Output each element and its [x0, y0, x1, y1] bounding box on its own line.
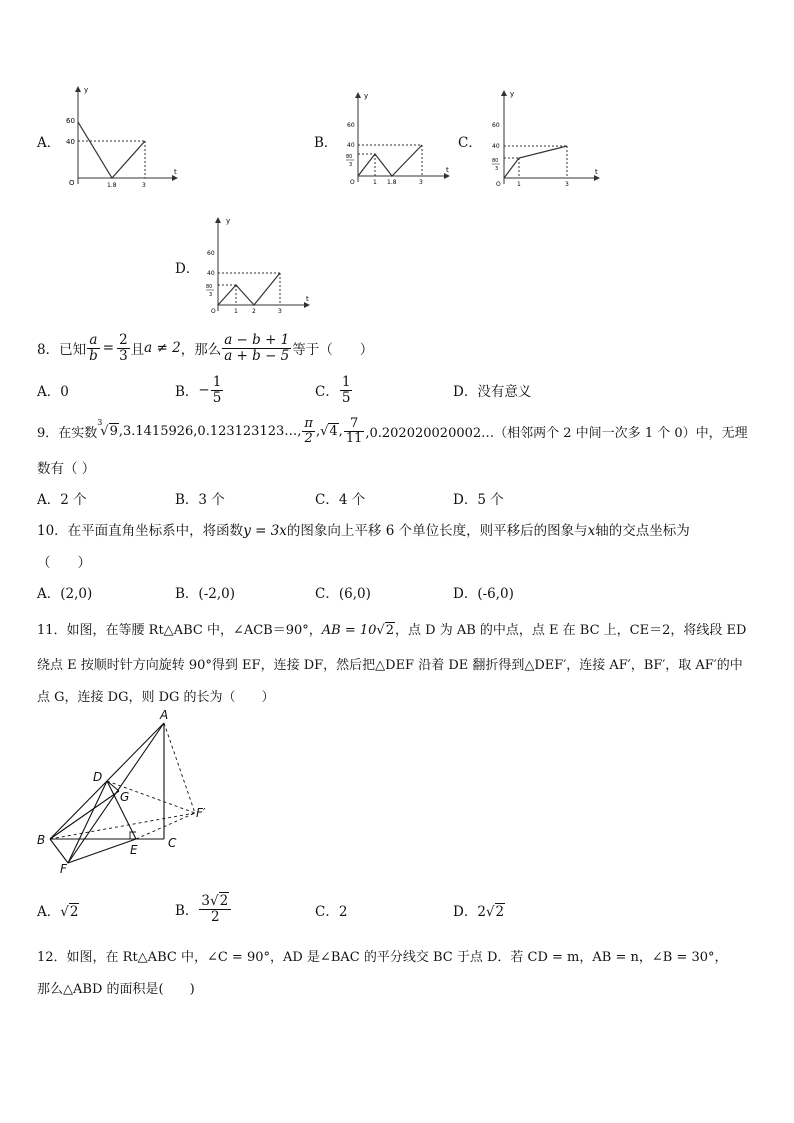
t-label: t — [306, 295, 309, 303]
seg-BG — [50, 791, 119, 839]
frac-2-over-3: $\frac{2}{3}$ — [119, 332, 128, 364]
tick-80-den: 3 — [209, 292, 213, 298]
tick-80: 80 — [346, 154, 353, 160]
y-label: y — [84, 86, 89, 94]
q12-line2: 那么△ABD 的面积是( ) — [37, 982, 195, 997]
q8-option-d: D．没有意义 — [453, 384, 532, 400]
tick-40: 40 — [492, 143, 500, 150]
tick-40: 40 — [66, 138, 75, 146]
seg-BF — [50, 839, 68, 863]
q11-option-b: B． $\frac{3√2}{2}$ — [175, 889, 232, 929]
tick-60: 60 — [66, 117, 75, 125]
q9-line2: 数有（ ） — [37, 461, 96, 477]
question-8 — [37, 328, 373, 368]
label-F: F — [60, 862, 67, 876]
question-12: 12．如图，在 Rt△ABC 中，∠C = 90°，AD 是∠BAC 的平分线交 BC 于点 D．若 CD = m，AB = n，∠B = 30°， — [37, 950, 728, 965]
graph-line — [78, 122, 145, 178]
seg-EF-prime — [136, 813, 195, 839]
q9-prefix: 9．在实数 — [37, 425, 98, 441]
tick-1: 1 — [234, 308, 238, 315]
q9-option-d: D．5 个 — [453, 492, 504, 508]
frac-expression: $\frac{a - b + 1}{a + b - 5}$ — [224, 332, 290, 364]
tick-60: 60 — [207, 250, 215, 257]
y-axis-arrow — [215, 217, 221, 223]
q8-option-a: A．0 — [37, 384, 69, 400]
sqrt-4: √4 — [320, 423, 338, 439]
y-axis-arrow — [75, 86, 81, 92]
origin: O — [496, 181, 501, 186]
q8-option-b: B． − $\frac{1}{5}$ — [175, 374, 222, 406]
q11-figure — [30, 705, 220, 880]
label-C: C — [168, 836, 177, 850]
origin: O — [69, 179, 75, 187]
q9-option-c: C．4 个 — [315, 492, 366, 508]
y-axis-arrow — [501, 90, 507, 96]
q11-line3: 点 G，连接 DG，则 DG 的长为（ ） — [37, 690, 275, 705]
q10-option-b: B．(-2,0) — [175, 586, 235, 602]
tick-40: 40 — [347, 142, 355, 149]
seg-DG — [107, 781, 119, 791]
graph-a — [60, 84, 180, 190]
option-a-label: A． — [37, 135, 61, 151]
label-B: B — [37, 833, 46, 847]
option-c-label: C． — [458, 135, 482, 151]
tick-80: 80 — [206, 284, 213, 290]
q8-suffix: 等于（ ） — [292, 342, 374, 358]
tick-1-8: 1.8 — [387, 179, 397, 186]
graph-c — [484, 88, 602, 186]
option-d-label: D． — [175, 261, 200, 277]
tick-3: 3 — [565, 181, 569, 186]
tick-1: 1 — [517, 181, 521, 186]
q11-option-c: C．2 — [315, 904, 348, 920]
q8-cond: 且 — [130, 342, 145, 358]
tick-80-den: 3 — [349, 162, 353, 168]
q8-mid: ，那么 — [180, 342, 222, 358]
y-label: y — [510, 90, 515, 98]
question-9: 9．在实数 3 √9 ,3.1415926,0.123123123…, $\frac{\pi}{2}$ , √4 , $\frac{7}{11}$ ,0.202020020002…（相邻两个 2 中间一次多 1 个 0）中，无理 — [37, 415, 748, 446]
q11-line2: 绕点 E 按顺时针方向旋转 90°得到 EF，连接 DF，然后把△DEF 沿着 DE 翻折得到△DEF′，连接 AF′，BF′，取 AF′的中 — [37, 658, 743, 673]
origin: O — [211, 308, 216, 315]
question-11: 11．如图，在等腰 Rt△ABC 中，∠ACB＝90°，AB = 10√2，点 D 为 AB 的中点，点 E 在 BC 上，CE＝2，将线段 ED — [37, 623, 747, 638]
graph-line — [218, 273, 280, 305]
q8-cond-expr: a ≠ 2 — [144, 340, 181, 356]
q11-option-a: A．√2 — [37, 904, 79, 920]
tick-80: 80 — [492, 158, 499, 164]
tick-40: 40 — [207, 270, 215, 277]
label-G: G — [120, 790, 130, 804]
frac-pi-over-2: $\frac{\pi}{2}$ — [304, 415, 313, 446]
cube-root-9: 3 √9 — [97, 417, 118, 439]
graph-line — [504, 146, 567, 178]
tick-3: 3 — [278, 308, 282, 315]
graph-line — [358, 145, 422, 176]
q9-list2: ,0.202020020002…（相邻两个 2 中间一次多 1 个 0）中，无理 — [365, 425, 748, 441]
option-b-label: B． — [314, 135, 338, 151]
origin: O — [350, 179, 355, 186]
q10-option-c: C．(6,0) — [315, 586, 371, 602]
q8-option-c: C． $\frac{1}{5}$ — [315, 374, 351, 406]
q10-option-d: D．(-6,0) — [453, 586, 514, 602]
tick-2: 2 — [252, 308, 256, 315]
y-label: y — [364, 92, 369, 100]
eq: = — [102, 340, 115, 356]
q9-option-b: B．3 个 — [175, 492, 225, 508]
y-label: y — [226, 217, 231, 225]
q9-list1: ,3.1415926,0.123123123…, — [118, 423, 302, 439]
q10-option-a: A．(2,0) — [37, 586, 93, 602]
tick-1-8: 1.8 — [107, 182, 117, 189]
tick-60: 60 — [492, 122, 500, 129]
t-label: t — [174, 168, 177, 176]
q10-line2: （ ） — [37, 555, 91, 571]
tick-1: 1 — [373, 179, 377, 186]
tick-3: 3 — [419, 179, 423, 186]
label-F-prime: F′ — [196, 806, 206, 820]
label-D: D — [93, 770, 103, 784]
label-A: A — [160, 708, 169, 722]
q9-option-a: A．2 个 — [37, 492, 87, 508]
q11-option-d: D．2√2 — [453, 904, 505, 920]
label-E: E — [130, 843, 138, 857]
tick-80-den: 3 — [495, 166, 499, 172]
tick-60: 60 — [347, 122, 355, 129]
seg-AF-prime — [164, 723, 195, 813]
graph-b — [340, 90, 452, 186]
frac-7-over-11: $\frac{7}{11}$ — [345, 415, 363, 446]
t-label: t — [446, 166, 449, 174]
frac-a-over-b: $\frac{a}{b}$ — [89, 332, 98, 364]
tick-3: 3 — [142, 182, 146, 189]
q8-prefix: 8．已知 — [37, 342, 87, 358]
t-label: t — [595, 168, 598, 176]
y-axis-arrow — [355, 92, 361, 98]
question-10: 10．在平面直角坐标系中，将函数y = 3x的图象向上平移 6 个单位长度，则平移后的图象与x轴的交点坐标为 — [37, 523, 690, 539]
graph-d — [200, 215, 312, 315]
